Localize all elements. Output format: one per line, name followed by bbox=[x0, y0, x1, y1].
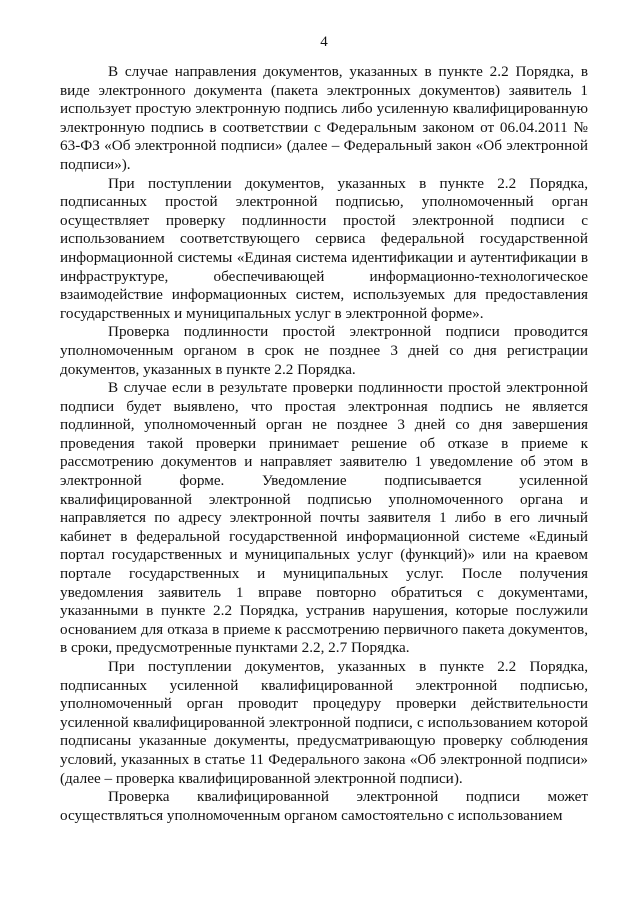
paragraph-4: В случае если в результате проверки подлинности простой электронной подписи будет выявлено, что простая электронная подпись не является подлинной, уполномоченный орган не позднее 3 дней со дня завершения проведения такой проверки принимает решение об отказе в приеме к рассмотрению документов и направляет заявителю 1 уведомление об этом в электронной форме. Уведомление подписывается усиленной квалифицированной электронной подписью уполномоченного органа и направляется по адресу электронной почты заявителя 1 либо в его личный кабинет в федеральной государственной информационной системе «Единый портал государственных и муниципальных услуг (функций)» или на краевом портале государственных и муниципальных услуг. После получения уведомления заявитель 1 вправе повторно обратиться с документами, указанными в пункте 2.2 Порядка, устранив нарушения, которые послужили основанием для отказа в приеме к рассмотрению первичного пакета документов, в сроки, предусмотренные пунктами 2.2, 2.7 Порядка. bbox=[60, 379, 588, 657]
paragraph-5: При поступлении документов, указанных в пункте 2.2 Порядка, подписанных усиленной квалифицированной электронной подписью, уполномоченный орган проводит процедуру проверки действительности усиленной квалифицированной электронной подписи, с использованием которой подписаны указанные документы, предусматривающую проверку соблюдения условий, указанных в статье 11 Федерального закона «Об электронной подписи» (далее – проверка квалифицированной электронной подписи). bbox=[60, 658, 588, 787]
paragraph-6: Проверка квалифицированной электронной подписи может осуществляться уполномоченным органом самостоятельно с использованием bbox=[60, 788, 588, 824]
paragraph-2: При поступлении документов, указанных в пункте 2.2 Порядка, подписанных простой электронной подписью, уполномоченный орган осуществляет проверку подлинности простой электронной подписи с использованием соответствующего сервиса федеральной государственной информационной системы «Единая система идентификации и аутентификации в инфраструктуре, обеспечивающей информационно-технологическое взаимодействие информационных систем, используемых для предоставления государственных и муниципальных услуг в электронной форме». bbox=[60, 174, 588, 322]
paragraph-3: Проверка подлинности простой электронной подписи проводится уполномоченным органом в срок не позднее 3 дней со дня регистрации документов, указанных в пункте 2.2 Порядка. bbox=[60, 323, 588, 378]
paragraph-1: В случае направления документов, указанных в пункте 2.2 Порядка, в виде электронного документа (пакета электронных документов) заявитель 1 использует простую электронную подпись либо усиленную квалифицированную электронную подпись в соответствии с Федеральным законом от 06.04.2011 № 63-ФЗ «Об электронной подписи» (далее – Федеральный закон «Об электронной подписи»). bbox=[60, 63, 588, 173]
page-number: 4 bbox=[320, 34, 328, 50]
